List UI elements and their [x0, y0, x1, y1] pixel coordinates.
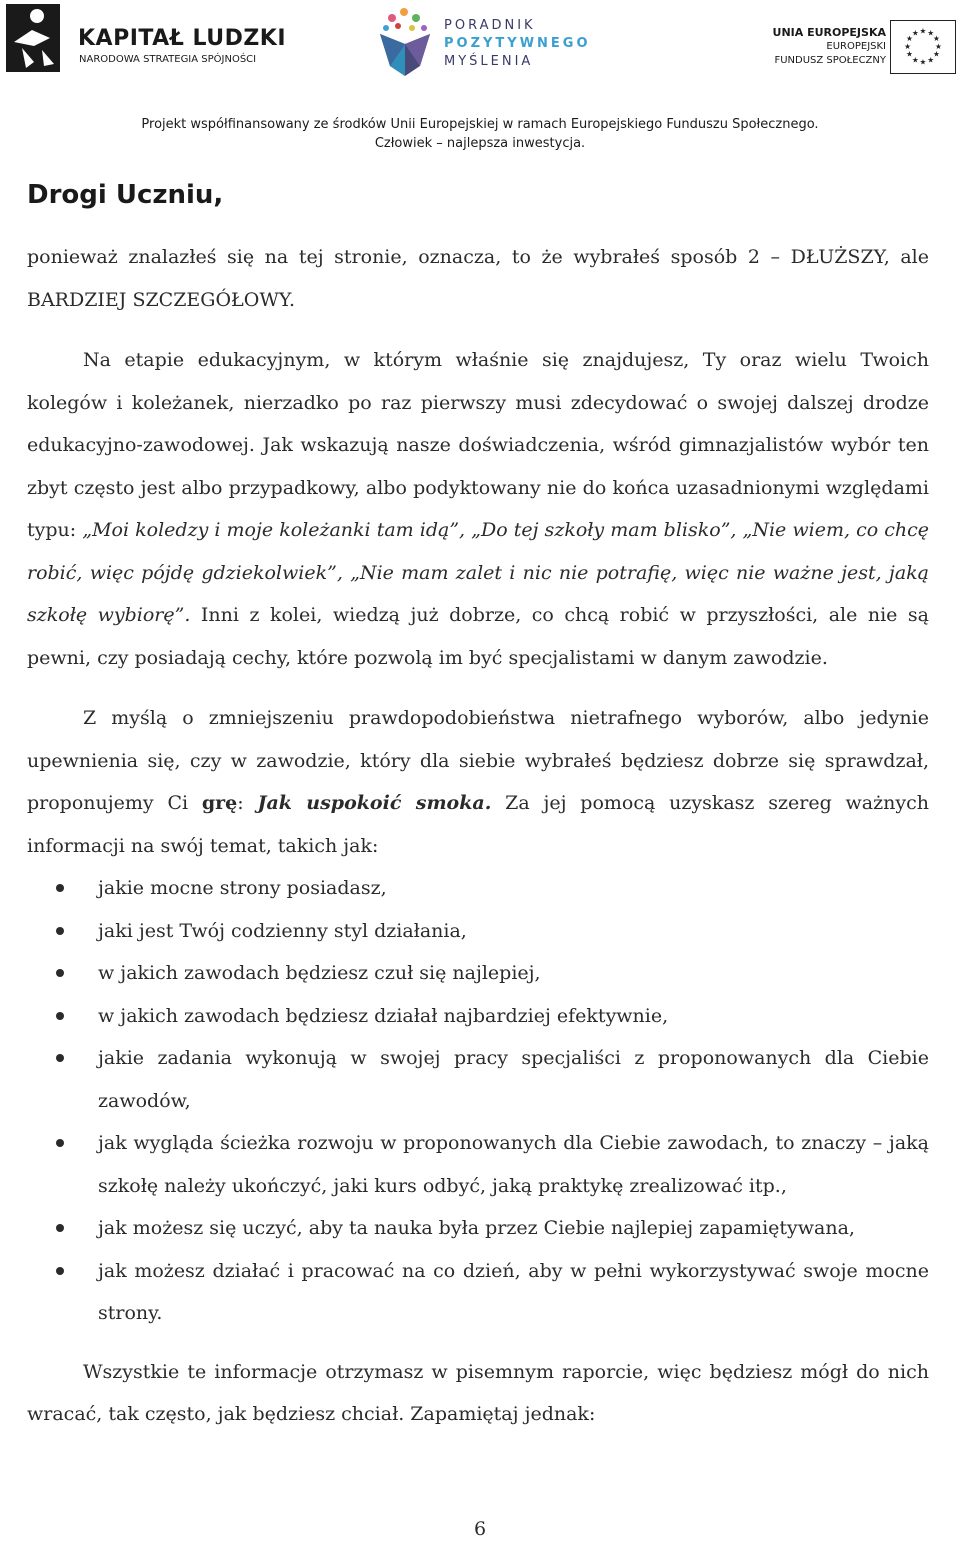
list-item — [27, 867, 929, 910]
game-title: Jak uspokoić smoka. — [257, 792, 492, 814]
list-item — [27, 1250, 929, 1335]
page-header — [0, 0, 960, 160]
svg-text:★: ★ — [906, 49, 913, 59]
svg-text:★: ★ — [906, 34, 913, 44]
eu-line-3: FUNDUSZ SPOŁECZNY — [774, 55, 886, 66]
list-item — [27, 995, 929, 1038]
paragraph-1-text-b: Inni z kolei, wiedzą już dobrze, co chcą robić w przyszłości, ale nie są pewni, czy posiadają cechy, które pozwolą im być specjalistami w danym zawodzie. — [27, 604, 929, 669]
list-item — [27, 952, 929, 995]
list-item-text: jaki jest Twój codzienny styl działania, — [98, 919, 467, 942]
kapital-ludzki-logo — [4, 2, 287, 74]
bullet-icon — [56, 1224, 64, 1232]
list-item — [27, 910, 929, 953]
intro-paragraph: ponieważ znalazłeś się na tej stronie, oznacza, to że wybrałeś sposób 2 – DŁUŻSZY, ale BARDZIEJ SZCZEGÓŁOWY. — [27, 246, 929, 311]
svg-text:★: ★ — [933, 49, 940, 59]
paragraph-2 — [27, 697, 929, 867]
list-item-text: w jakich zawodach będziesz działał najbardziej efektywnie, — [98, 1004, 669, 1027]
eu-line-1: UNIA EUROPEJSKA — [772, 26, 886, 39]
eu-logo-text — [773, 26, 886, 68]
kapital-ludzki-subtitle: NARODOWA STRATEGIA SPÓJNOŚCI — [79, 54, 257, 65]
eu-flag-icon — [890, 20, 956, 74]
letter-body — [27, 236, 929, 1436]
project-funding-line: Projekt współfinansowany ze środków Unii Europejskiej w ramach Europejskiego Funduszu Społecznego. — [141, 117, 819, 132]
svg-text:★: ★ — [911, 55, 919, 65]
bullet-icon — [56, 969, 64, 977]
svg-text:★: ★ — [934, 41, 942, 51]
benefits-list — [27, 867, 929, 1335]
list-item — [27, 1122, 929, 1207]
project-slogan-line: Człowiek – najlepsza inwestycja. — [374, 136, 586, 151]
svg-text:★: ★ — [927, 55, 935, 65]
bullet-icon — [56, 1012, 64, 1020]
poradnik-word: PORADNIK — [444, 18, 536, 33]
svg-text:★: ★ — [919, 57, 927, 67]
svg-text:★: ★ — [911, 28, 919, 38]
page-number: 6 — [473, 1518, 487, 1540]
paragraph-2-text-b: Za jej pomocą uzyskasz szereg ważnych informacji na swój temat, takich jak: — [27, 792, 929, 857]
paragraph-2-text-a: Z myślą o zmniejszeniu prawdopodobieństwa nietrafnego wyborów, albo jedynie upewnienia się, czy w zawodzie, który dla siebie wybrałeś będziesz dobrze się sprawdzał, proponujemy Ci — [27, 707, 929, 814]
list-item-text: jak możesz się uczyć, aby ta nauka była przez Ciebie najlepiej zapamiętywana, — [98, 1217, 855, 1239]
kapital-ludzki-title: KAPITAŁ LUDZKI — [78, 26, 287, 51]
svg-text:★: ★ — [904, 41, 912, 51]
list-item — [27, 1207, 929, 1250]
bullet-icon — [56, 884, 64, 892]
svg-text:★: ★ — [933, 34, 940, 44]
eu-logo — [756, 20, 956, 80]
svg-text:★: ★ — [927, 28, 935, 38]
paragraph-1 — [27, 339, 929, 679]
list-item-text: jak wygląda ścieżka rozwoju w proponowanych dla Ciebie zawodach, to znaczy – jaką szkołę należy ukończyć, jaki kurs odbyć, jaką praktykę zrealizować itp., — [98, 1132, 929, 1197]
game-colon: : — [237, 792, 258, 814]
paragraph-1-text-a: Na etapie edukacyjnym, w którym właśnie się znajdujesz, Ty oraz wielu Twoich kolegów i koleżanek, nierzadko po raz pierwszy musi zdecydować o swojej dalszej drodze edukacyjno-zawodowej. Jak wskazują nasze doświadczenia, wśród gimnazjalistów wybór ten zbyt często jest albo przypadkowy, albo podyktowany nie do końca uzasadnionymi względami typu: — [27, 349, 929, 541]
bullet-icon — [56, 1054, 64, 1062]
paragraph-3: Wszystkie te informacje otrzymasz w pisemnym raporcie, więc będziesz mógł do nich wracać, tak często, jak będziesz chciał. Zapamiętaj jednak: — [27, 1360, 929, 1425]
bullet-icon — [56, 1139, 64, 1147]
game-word: grę — [201, 792, 238, 814]
bullet-icon — [56, 927, 64, 935]
paragraph-1-quotes: „Moi koledzy i moje koleżanki tam idą”, „Do tej szkoły mam blisko”, „Nie wiem, co chcę robić, więc pójdę gdziekolwiek”, „Nie mam zalet i nic nie potrafię, więc nie ważne jest, jaką szkołę wybiorę”. — [27, 519, 929, 626]
kapital-ludzki-emblem-icon — [4, 2, 62, 74]
myslenia-word: MYŚLENIA — [444, 54, 534, 69]
list-item — [27, 1037, 929, 1122]
svg-text:★: ★ — [919, 26, 927, 36]
pozytywnego-word: POZYTYWNEGO — [444, 36, 591, 51]
bullet-icon — [56, 1267, 64, 1275]
list-item-text: jakie zadania wykonują w swojej pracy specjaliści z proponowanych dla Ciebie zawodów, — [98, 1047, 929, 1112]
list-item-text: jakie mocne strony posiadasz, — [98, 877, 387, 899]
list-item-text: w jakich zawodach będziesz czuł się najlepiej, — [98, 962, 541, 984]
gem-logo-icon — [370, 4, 440, 80]
page-title: Drogi Uczniu, — [27, 180, 224, 210]
eu-line-2: EUROPEJSKI — [826, 41, 886, 52]
list-item-text: jak możesz działać i pracować na co dzień, aby w pełni wykorzystywać swoje mocne strony. — [98, 1259, 929, 1324]
poradnik-logo — [370, 4, 600, 82]
